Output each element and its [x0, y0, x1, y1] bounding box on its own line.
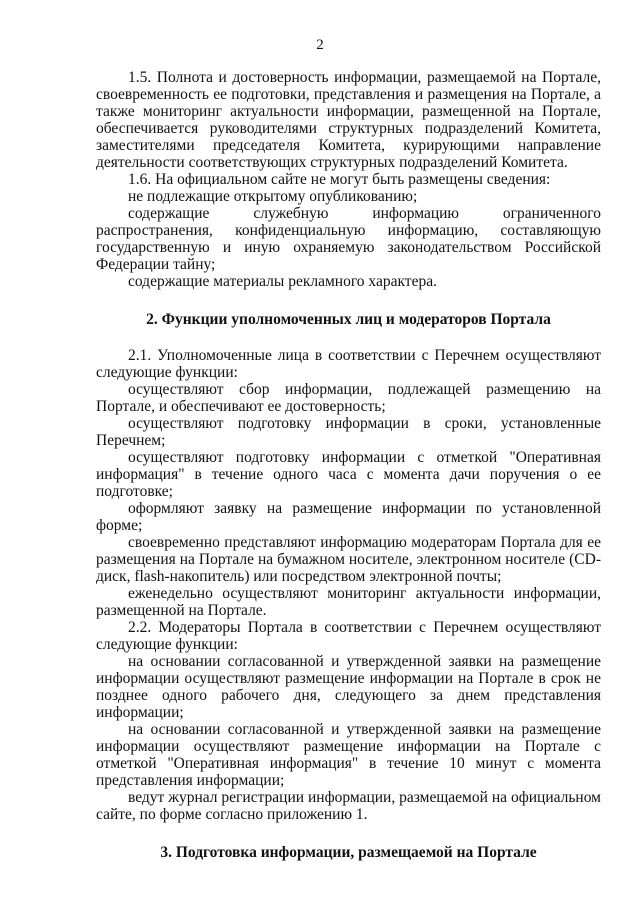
section-heading: 2. Функции уполномоченных лиц и модераторов Портала	[146, 311, 551, 328]
paragraph: осуществляют сбор информации, подлежащей размещению на Портале, и обеспечивают ее достоверность;	[96, 381, 601, 415]
paragraph: на основании согласованной и утвержденной заявки на размещение информации осуществляют размещение информации на Портале с отметкой "Оперативная информация" в течение 10 минут с момента представления информации;	[96, 721, 601, 789]
paragraph: 1.6. На официальном сайте не могут быть размещены сведения:	[128, 171, 551, 188]
paragraph: содержащие материалы рекламного характера.	[128, 273, 437, 290]
paragraph: оформляют заявку на размещение информации по установленной форме;	[96, 500, 601, 534]
paragraph: 2.1. Уполномоченные лица в соответствии с Перечнем осуществляют следующие функции:	[96, 347, 601, 381]
paragraph: не подлежащие открытому опубликованию;	[128, 188, 418, 205]
paragraph: 1.5. Полнота и достоверность информации, размещаемой на Портале, своевременность ее подготовки, представления и размещения на Портале, а также мониторинг актуальности информации, размещенной на Портале, обеспечивается руководителями структурных подразделений Комитета, заместителями председателя Комитета, курирующими направление деятельности соответствующих структурных подразделений Комитета.	[96, 69, 601, 171]
paragraph: 2.2. Модераторы Портала в соответствии с Перечнем осуществляют следующие функции:	[96, 619, 601, 653]
section-heading: 3. Подготовка информации, размещаемой на Портале	[160, 844, 537, 861]
paragraph: содержащие служебную информацию ограниченного распространения, конфиденциальную информацию, составляющую государственную и иную охраняемую законодательством Российской Федерации тайну;	[96, 205, 601, 273]
paragraph: на основании согласованной и утвержденной заявки на размещение информации осуществляют размещение информации на Портале в срок не позднее одного рабочего дня, следующего за днем представления информации;	[96, 653, 601, 721]
paragraph: ведут журнал регистрации информации, размещаемой на официальном сайте, по форме согласно приложению 1.	[96, 789, 601, 823]
page-number: 2	[316, 37, 324, 53]
paragraph: своевременно представляют информацию модераторам Портала для ее размещения на Портале на бумажном носителе, электронном носителе (CD-диск, flash-накопитель) или посредством электронной почты;	[96, 534, 601, 585]
paragraph: осуществляют подготовку информации с отметкой "Оперативная информация" в течение одного часа с момента дачи поручения о ее подготовке;	[96, 449, 601, 500]
document-body	[96, 69, 601, 880]
paragraph: осуществляют подготовку информации в сроки, установленные Перечнем;	[96, 415, 601, 449]
paragraph: еженедельно осуществляют мониторинг актуальности информации, размещенной на Портале.	[96, 585, 601, 619]
